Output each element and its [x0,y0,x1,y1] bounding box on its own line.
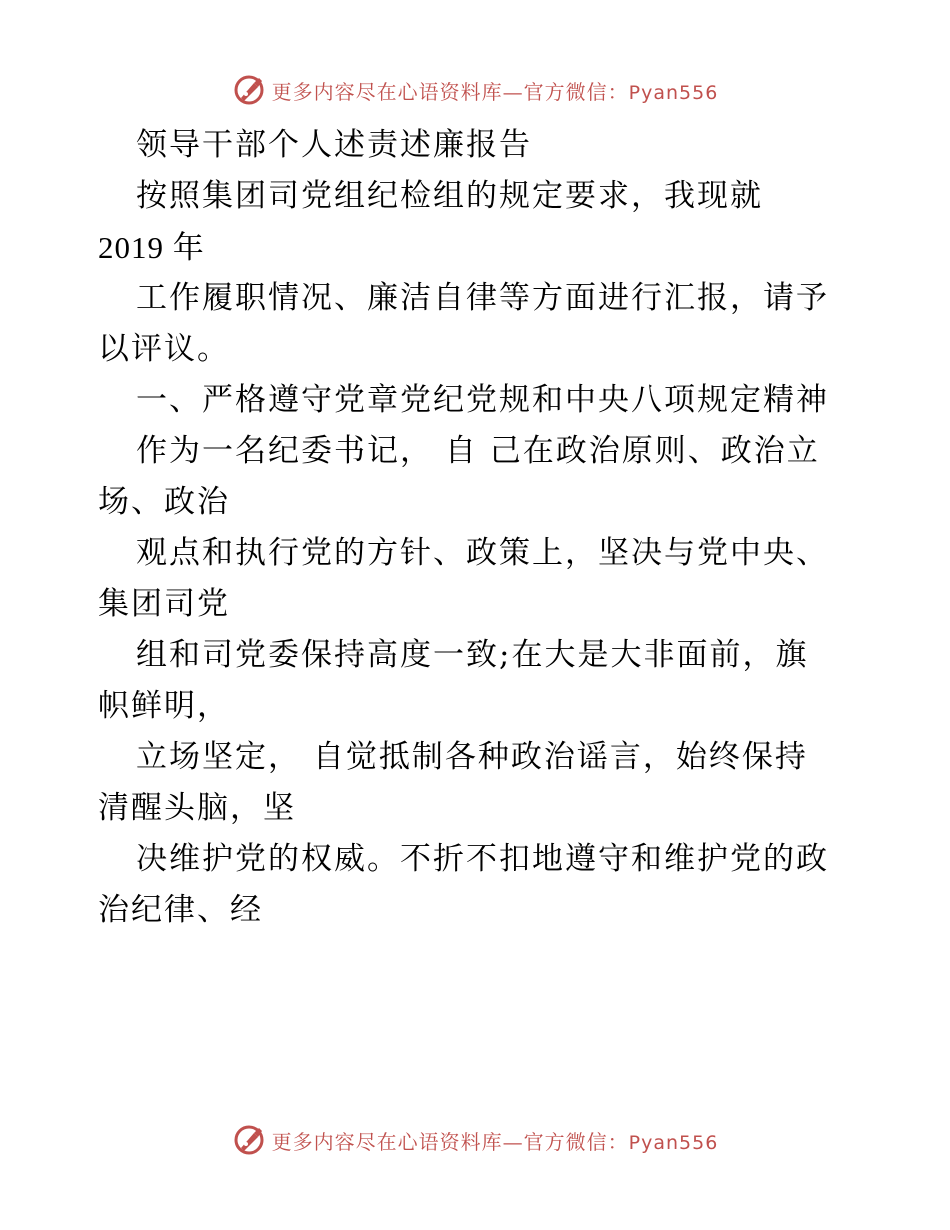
body-line-3: 工作履职情况、廉洁自律等方面进行汇报，请予 [136,280,829,316]
footer-banner [0,1120,950,1160]
header-banner-label: 更多内容尽在心语资料库—官方微信： [271,79,629,104]
body-line-4: 以评议。 [98,331,230,367]
body-line-10: 组和司党委保持高度一致;在大是大非面前，旗 [136,637,809,673]
header-banner-handle: Pyan556 [628,81,719,104]
footer-banner-label: 更多内容尽在心语资料库—官方微信： [271,1129,629,1154]
document-title: 领导干部个人述责述廉报告 [136,127,532,163]
section-heading-1: 一、严格遵守党章党纪党规和中央八项规定精神 [136,382,829,418]
body-line-14: 决维护党的权威。不折不扣地遵守和维护党的政 [136,841,829,877]
body-line-9: 集团司党 [98,586,230,622]
body-line-1: 按照集团司党组纪检组的规定要求，我现就 [136,178,763,214]
body-line-2: 2019 年 [98,230,205,265]
body-line-6: 作为一名纪委书记， 自 己在政治原则、政治立 [136,433,820,469]
body-line-15: 治纪律、经 [98,892,263,928]
footer-banner-text [272,1126,719,1155]
body-line-7: 场、政治 [98,484,230,520]
body-line-11: 帜鲜明， [98,688,230,724]
pen-nib-logo-icon [232,1123,266,1157]
footer-banner-handle: Pyan556 [628,1131,719,1154]
header-banner [0,70,950,110]
body-line-13: 清醒头脑，坚 [98,790,296,826]
body-line-12: 立场坚定， 自觉抵制各种政治谣言，始终保持 [136,739,808,775]
pen-nib-logo-icon [232,73,266,107]
document-body [98,120,858,936]
body-line-8: 观点和执行党的方针、政策上，坚决与党中央、 [136,535,829,571]
header-banner-text [272,76,719,105]
